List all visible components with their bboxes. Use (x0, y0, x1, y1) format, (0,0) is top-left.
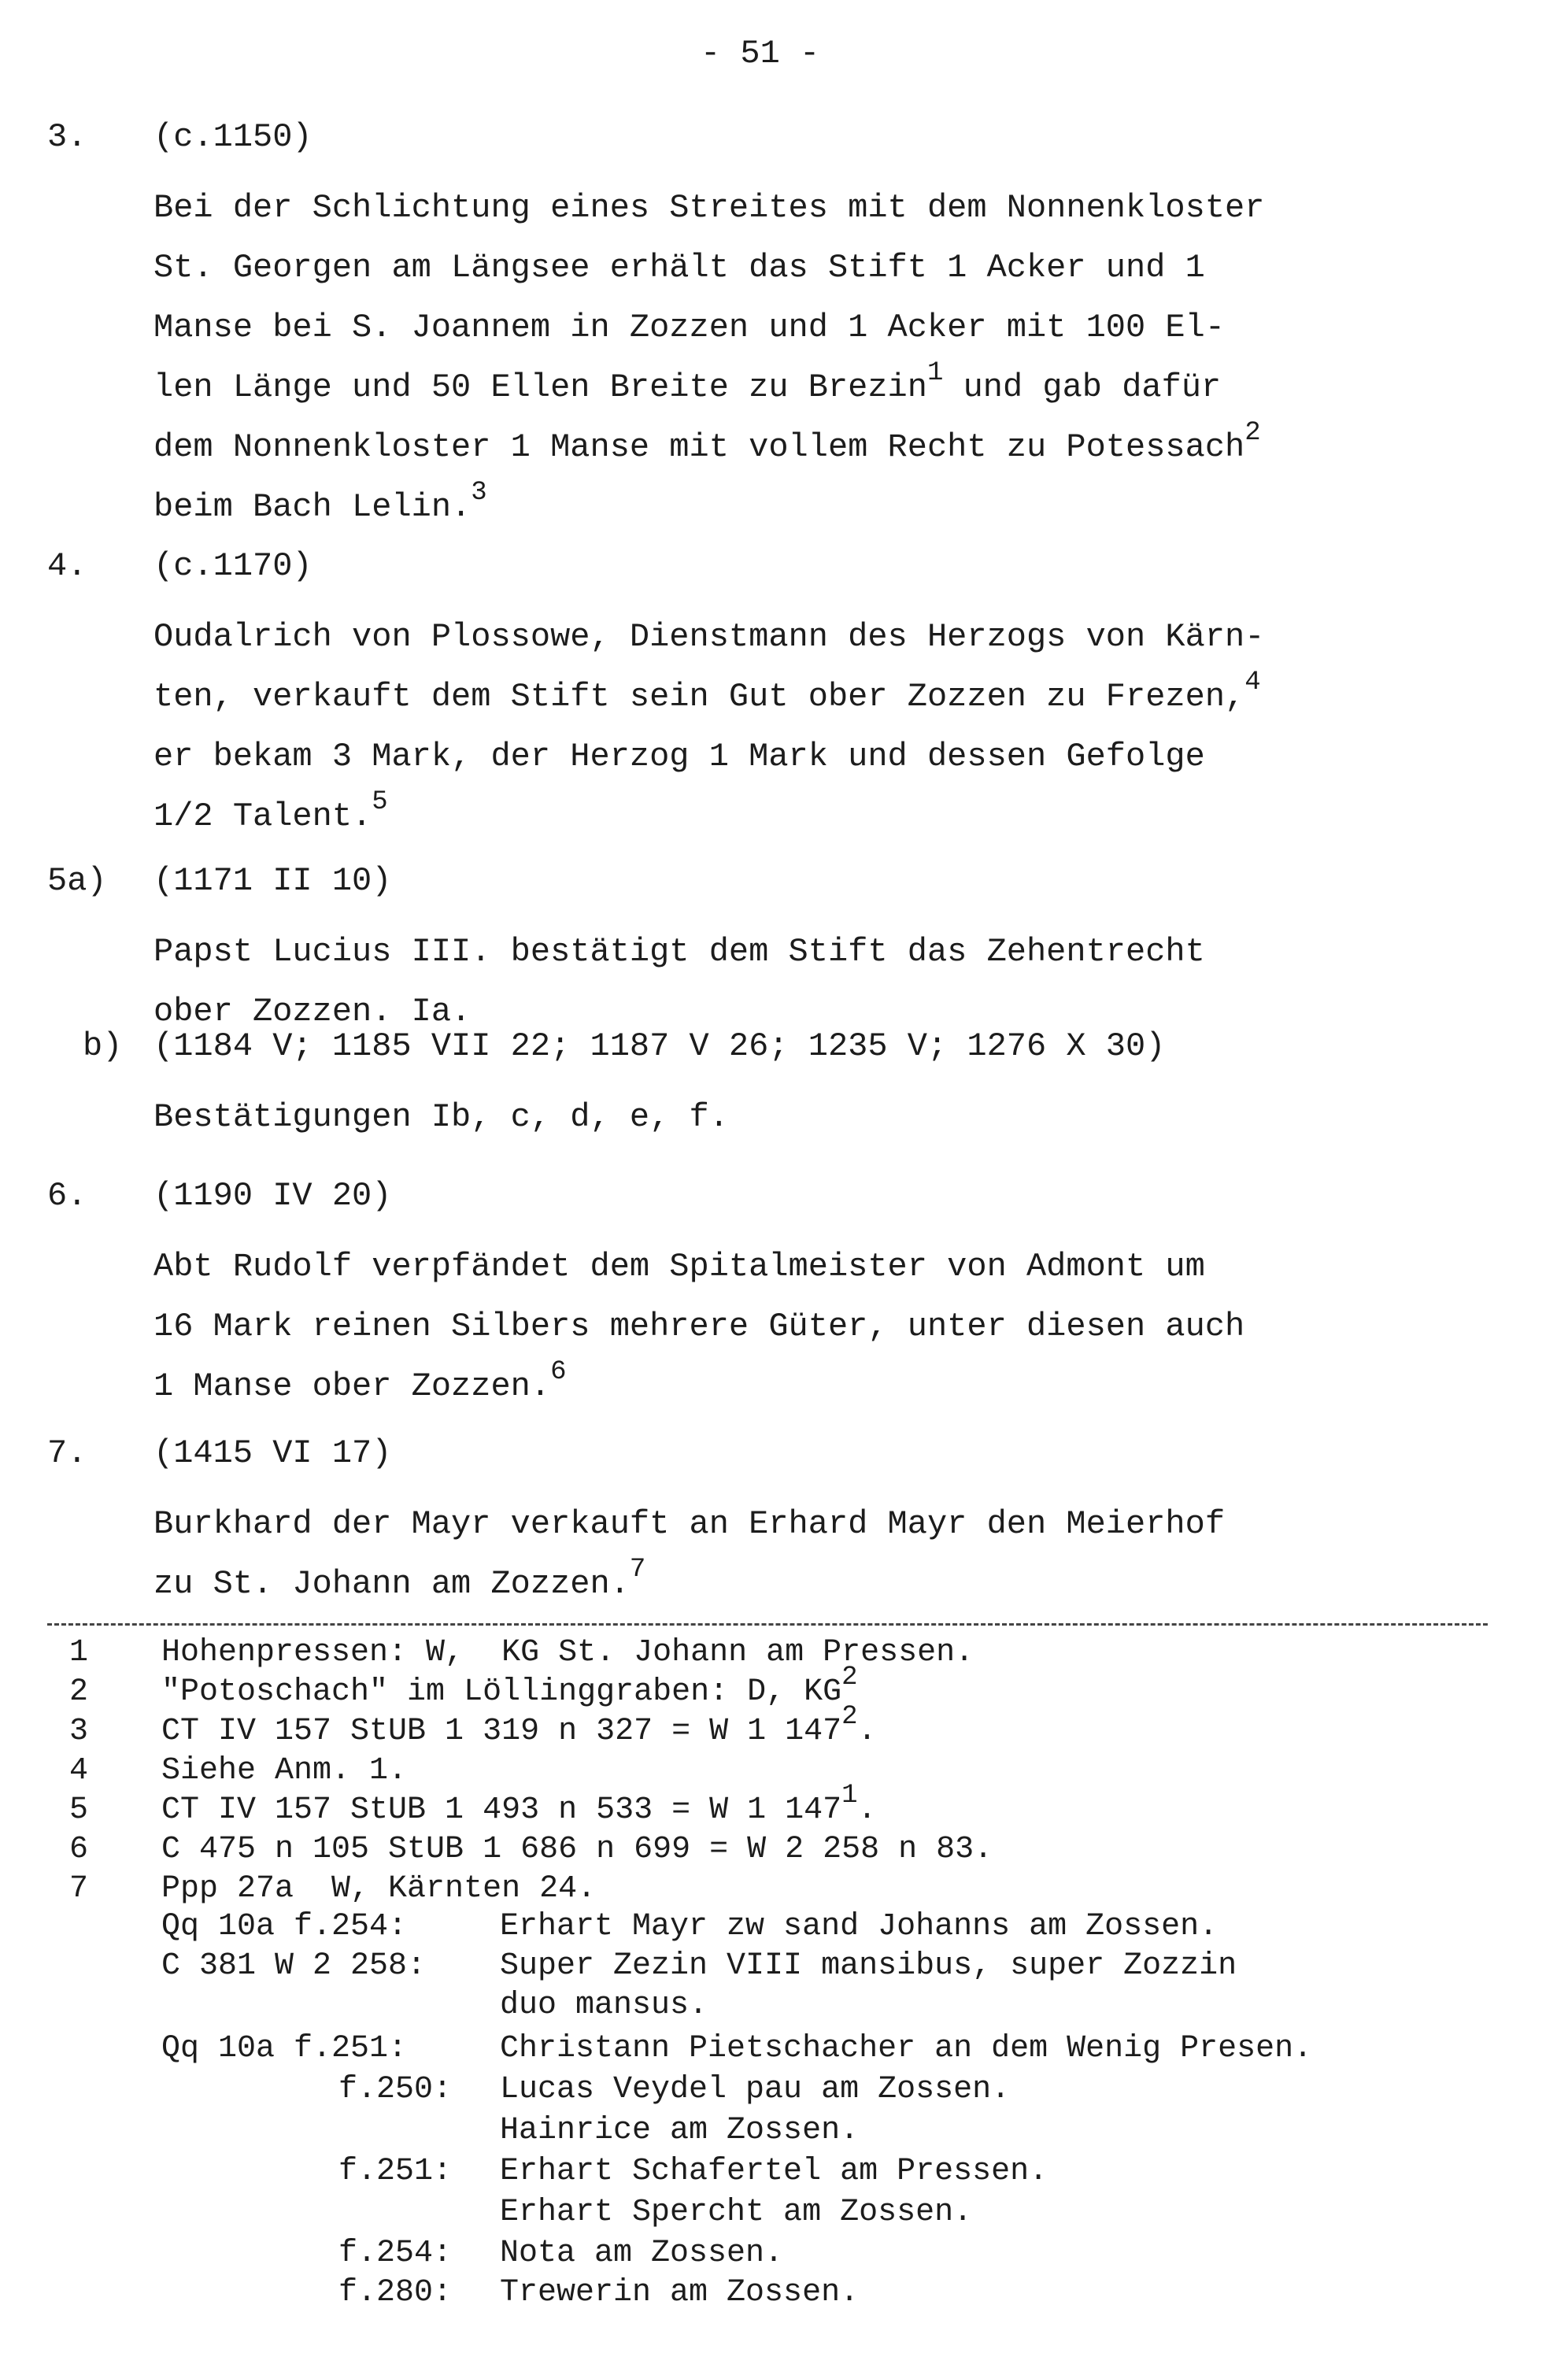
entry-number: 3. (47, 118, 87, 156)
text-line: dem Nonnenkloster 1 Manse mit vollem Recht zu Potessach$^2$ (153, 418, 1261, 466)
text-line: Abt Rudolf verpfändet dem Spitalmeister von Admont um (153, 1248, 1205, 1286)
entry-text (153, 1237, 1244, 1416)
footnote-ref: 5 (372, 787, 388, 817)
footnote-source-text: Lucas Veydel pau am Zossen. (500, 2072, 1011, 2107)
entry-date: (1171 II 10) (153, 862, 392, 900)
footnote-text: CT IV 157 StUB 1 319 n 327 = W 1 $147^2$. (161, 1701, 877, 1749)
footnote-source-text: Christann Pietschacher an dem Wenig Presen. (500, 2031, 1313, 2066)
entry-date: (1184 V; 1185 VII 22; 1187 V 26; 1235 V; 1276 X 30) (153, 1027, 1166, 1065)
entry-text (153, 1087, 729, 1147)
text-line: ober Zozzen. Ia. (153, 993, 472, 1030)
footnote-ref: 2 (1244, 418, 1261, 448)
text-line: 16 Mark reinen Silbers mehrere Güter, unter diesen auch (153, 1308, 1245, 1345)
footnote-source-label: Qq 10a f.254: (161, 1909, 408, 1944)
entry-text (153, 178, 1264, 537)
entry-number: 5a) (47, 862, 107, 900)
entry-number: 4. (47, 547, 87, 585)
text-line: Papst Lucius III. bestätigt dem Stift das Zehentrecht (153, 933, 1205, 971)
text-line: Burkhard der Mayr verkauft an Erhard Mayr den Meierhof (153, 1505, 1226, 1543)
text-line: len Länge und 50 Ellen Breite zu Brezin$^1$ und gab dafür (153, 358, 1222, 406)
footnote-number: 2 (69, 1674, 89, 1710)
footnote-ref: 7 (629, 1555, 646, 1585)
text-line: zu St. Johann am Zozzen.$^7$ (153, 1555, 646, 1603)
text-line: 1 Manse ober Zozzen.$^6$ (153, 1357, 567, 1405)
footnote-number: 7 (69, 1871, 89, 1907)
footnote-source-label: f.280: (338, 2275, 453, 2310)
entry-text (153, 607, 1264, 846)
entry-date: (c.1150) (153, 118, 312, 156)
footnote-number: 4 (69, 1753, 89, 1789)
footnote-divider (47, 1623, 1488, 1626)
footnote-number: 6 (69, 1832, 89, 1867)
footnote-text: Hohenpressen: W, KG St. Johann am Pressen. (161, 1635, 974, 1670)
text-line: Bei der Schlichtung eines Streites mit dem Nonnenkloster (153, 189, 1265, 227)
footnote-source-label: f.251: (338, 2154, 453, 2189)
text-line: St. Georgen am Längsee erhält das Stift 1 Acker und 1 (153, 249, 1205, 287)
footnote-sup: 2 (841, 1701, 858, 1732)
footnote-text: Siehe Anm. 1. (161, 1753, 408, 1789)
footnote-source-label: f.250: (338, 2072, 453, 2107)
footnote-ref: 6 (550, 1357, 567, 1387)
footnote-source-text: Erhart Spercht am Zossen. (500, 2195, 973, 2230)
entry-text (153, 922, 1205, 1041)
footnote-source-text: Trewerin am Zossen. (500, 2275, 860, 2310)
footnote-source-text: Nota am Zossen. (500, 2236, 784, 2271)
text-line: ten, verkauft dem Stift sein Gut ober Zozzen zu Frezen,$^4$ (153, 668, 1261, 716)
footnote-source-label: f.254: (338, 2236, 453, 2271)
entry-number: 7. (47, 1434, 87, 1472)
entry-number: 6. (47, 1177, 87, 1215)
entry-date: (1415 VI 17) (153, 1434, 392, 1472)
text-line: 1/2 Talent.$^5$ (153, 787, 388, 835)
footnote-source-label: Qq 10a f.251: (161, 2031, 408, 2066)
footnote-source-text: Hainrice am Zossen. (500, 2113, 860, 2148)
footnote-text: CT IV 157 StUB 1 493 n 533 = W 1 $147^1$. (161, 1780, 877, 1828)
footnote-ref: 1 (926, 358, 944, 388)
entry-date: (1190 IV 20) (153, 1177, 392, 1215)
text-line: Manse bei S. Joannem in Zozzen und 1 Acker mit 100 El- (153, 309, 1226, 346)
footnote-text: Ppp 27a W, Kärnten 24. (161, 1871, 597, 1907)
footnote-source-text: Super Zezin VIII mansibus, super Zozzin (500, 1948, 1237, 1984)
entry-number: b) (83, 1027, 123, 1065)
text-line: beim Bach Lelin.$^3$ (153, 478, 487, 526)
footnote-number: 5 (69, 1792, 89, 1828)
footnote-source-text: duo mansus. (500, 1988, 708, 2023)
footnote-ref: 4 (1244, 668, 1261, 697)
footnote-text: "Potoschach" im Löllinggraben: D, $KG^2$ (161, 1662, 858, 1710)
entry-text (153, 1494, 1225, 1614)
footnote-ref: 3 (471, 478, 487, 508)
text-line: Oudalrich von Plossowe, Dienstmann des Herzogs von Kärn- (153, 618, 1265, 656)
footnote-source-label: C 381 W 2 258: (161, 1948, 427, 1984)
page-number: - 51 - (701, 35, 820, 72)
footnote-number: 1 (69, 1635, 89, 1670)
entry-date: (c.1170) (153, 547, 312, 585)
text-line: Bestätigungen Ib, c, d, e, f. (153, 1098, 729, 1136)
footnote-sup: 2 (841, 1662, 858, 1693)
text-line: er bekam 3 Mark, der Herzog 1 Mark und dessen Gefolge (153, 738, 1205, 775)
footnote-number: 3 (69, 1714, 89, 1749)
footnote-source-text: Erhart Mayr zw sand Johanns am Zossen. (500, 1909, 1219, 1944)
footnote-sup: 1 (841, 1780, 858, 1811)
footnote-text: C 475 n 105 StUB 1 686 n 699 = W 2 258 n 83. (161, 1832, 993, 1867)
footnote-source-text: Erhart Schafertel am Pressen. (500, 2154, 1048, 2189)
